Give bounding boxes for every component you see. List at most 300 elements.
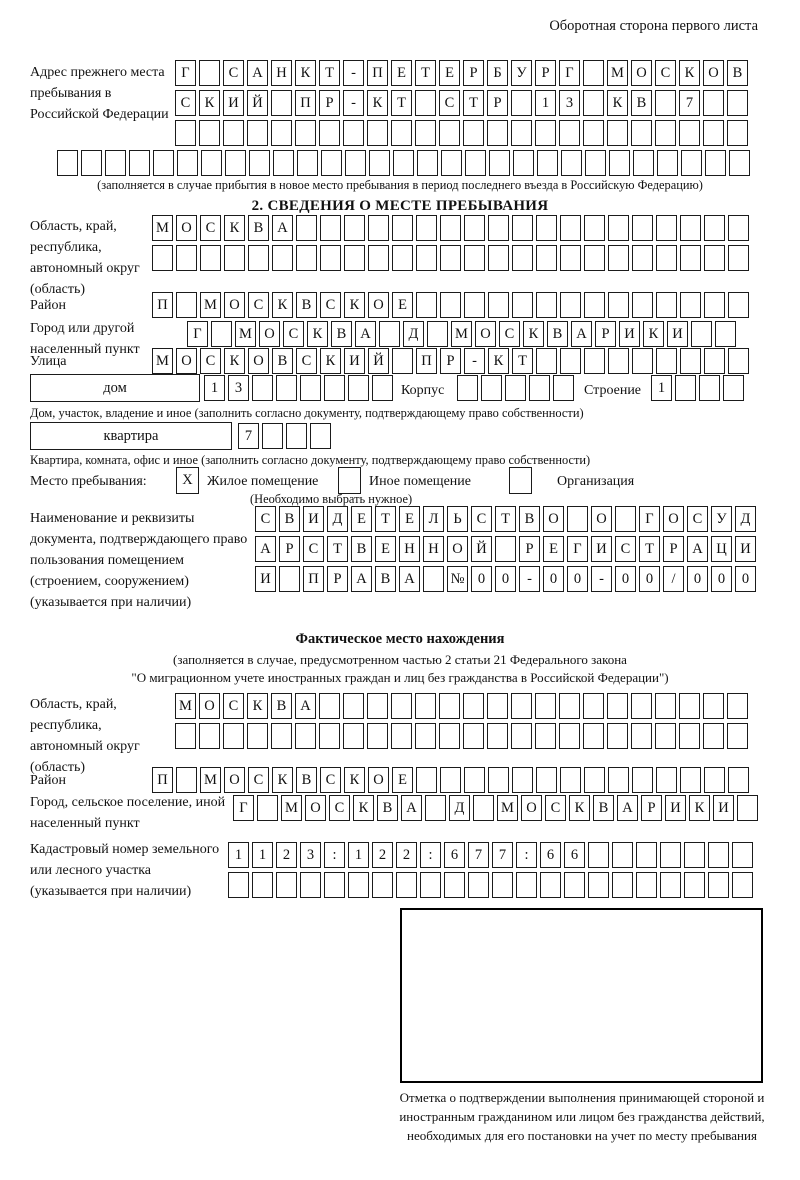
char-box[interactable] <box>632 348 653 374</box>
char-box[interactable]: В <box>331 321 352 347</box>
char-box[interactable]: О <box>368 767 389 793</box>
char-box[interactable]: 7 <box>492 842 513 868</box>
char-box[interactable]: Д <box>327 506 348 532</box>
char-box[interactable] <box>463 693 484 719</box>
char-box[interactable]: С <box>615 536 636 562</box>
char-box[interactable]: Е <box>375 536 396 562</box>
prev-address-row-4[interactable] <box>57 150 753 176</box>
char-box[interactable]: Ц <box>711 536 732 562</box>
char-box[interactable]: О <box>176 215 197 241</box>
char-box[interactable] <box>211 321 232 347</box>
char-box[interactable] <box>487 723 508 749</box>
char-box[interactable] <box>680 292 701 318</box>
char-box[interactable]: И <box>303 506 324 532</box>
street-row[interactable] <box>152 348 752 374</box>
char-box[interactable] <box>727 723 748 749</box>
char-box[interactable] <box>680 215 701 241</box>
char-box[interactable] <box>608 292 629 318</box>
char-box[interactable] <box>439 120 460 146</box>
char-box[interactable]: Р <box>641 795 662 821</box>
char-box[interactable]: Е <box>439 60 460 86</box>
char-box[interactable]: Н <box>271 60 292 86</box>
char-box[interactable] <box>679 120 700 146</box>
char-box[interactable]: К <box>247 693 268 719</box>
char-box[interactable] <box>607 723 628 749</box>
char-box[interactable]: И <box>223 90 244 116</box>
char-box[interactable] <box>372 872 393 898</box>
actual-region-row-2[interactable] <box>175 723 751 749</box>
char-box[interactable]: Т <box>463 90 484 116</box>
char-box[interactable]: Г <box>567 536 588 562</box>
char-box[interactable] <box>129 150 150 176</box>
char-box[interactable]: С <box>320 292 341 318</box>
char-box[interactable]: 7 <box>238 423 259 449</box>
char-box[interactable] <box>105 150 126 176</box>
char-box[interactable] <box>440 767 461 793</box>
char-box[interactable] <box>655 723 676 749</box>
char-box[interactable] <box>416 292 437 318</box>
char-box[interactable] <box>225 150 246 176</box>
char-box[interactable] <box>727 90 748 116</box>
char-box[interactable]: 1 <box>252 842 273 868</box>
char-box[interactable] <box>632 767 653 793</box>
char-box[interactable] <box>257 795 278 821</box>
char-box[interactable] <box>536 215 557 241</box>
char-box[interactable]: Й <box>247 90 268 116</box>
char-box[interactable] <box>607 120 628 146</box>
char-box[interactable]: А <box>687 536 708 562</box>
char-box[interactable]: 2 <box>396 842 417 868</box>
char-box[interactable] <box>560 215 581 241</box>
char-box[interactable]: Д <box>735 506 756 532</box>
actual-district-row[interactable] <box>152 767 752 793</box>
actual-city-row[interactable] <box>233 795 761 821</box>
char-box[interactable] <box>561 150 582 176</box>
char-box[interactable] <box>636 842 657 868</box>
char-box[interactable]: В <box>279 506 300 532</box>
char-box[interactable] <box>511 693 532 719</box>
char-box[interactable] <box>392 245 413 271</box>
char-box[interactable]: И <box>665 795 686 821</box>
char-box[interactable] <box>536 292 557 318</box>
char-box[interactable]: О <box>224 767 245 793</box>
char-box[interactable]: С <box>471 506 492 532</box>
char-box[interactable] <box>553 375 574 401</box>
char-box[interactable] <box>415 723 436 749</box>
char-box[interactable]: В <box>296 767 317 793</box>
char-box[interactable] <box>560 245 581 271</box>
char-box[interactable] <box>728 245 749 271</box>
char-box[interactable]: 7 <box>679 90 700 116</box>
char-box[interactable]: В <box>296 292 317 318</box>
char-box[interactable] <box>704 348 725 374</box>
char-box[interactable] <box>655 120 676 146</box>
char-box[interactable] <box>511 120 532 146</box>
char-box[interactable]: М <box>607 60 628 86</box>
char-box[interactable]: 7 <box>468 842 489 868</box>
char-box[interactable]: В <box>593 795 614 821</box>
char-box[interactable] <box>660 842 681 868</box>
char-box[interactable] <box>228 872 249 898</box>
char-box[interactable]: П <box>295 90 316 116</box>
char-box[interactable] <box>488 245 509 271</box>
char-box[interactable]: 0 <box>495 566 516 592</box>
house-number-row[interactable] <box>204 375 396 401</box>
char-box[interactable] <box>224 245 245 271</box>
char-box[interactable]: М <box>497 795 518 821</box>
char-box[interactable]: 0 <box>471 566 492 592</box>
char-box[interactable]: А <box>255 536 276 562</box>
char-box[interactable] <box>199 60 220 86</box>
char-box[interactable]: Р <box>487 90 508 116</box>
char-box[interactable]: А <box>617 795 638 821</box>
char-box[interactable] <box>583 90 604 116</box>
char-box[interactable] <box>464 292 485 318</box>
char-box[interactable] <box>655 693 676 719</box>
char-box[interactable]: К <box>689 795 710 821</box>
char-box[interactable] <box>176 292 197 318</box>
stroenie-row[interactable] <box>651 375 747 401</box>
char-box[interactable]: К <box>272 767 293 793</box>
char-box[interactable]: / <box>663 566 684 592</box>
char-box[interactable] <box>704 292 725 318</box>
apartment-type-box[interactable]: квартира <box>30 422 232 450</box>
char-box[interactable] <box>607 693 628 719</box>
char-box[interactable]: С <box>283 321 304 347</box>
char-box[interactable] <box>585 150 606 176</box>
char-box[interactable] <box>391 723 412 749</box>
char-box[interactable] <box>465 150 486 176</box>
char-box[interactable]: С <box>255 506 276 532</box>
char-box[interactable]: О <box>224 292 245 318</box>
char-box[interactable]: М <box>200 292 221 318</box>
char-box[interactable] <box>560 767 581 793</box>
char-box[interactable] <box>279 566 300 592</box>
char-box[interactable] <box>708 842 729 868</box>
char-box[interactable] <box>512 245 533 271</box>
char-box[interactable] <box>324 872 345 898</box>
char-box[interactable]: Р <box>440 348 461 374</box>
char-box[interactable]: Е <box>399 506 420 532</box>
char-box[interactable]: - <box>464 348 485 374</box>
char-box[interactable] <box>368 215 389 241</box>
char-box[interactable] <box>632 245 653 271</box>
char-box[interactable] <box>295 723 316 749</box>
char-box[interactable] <box>416 245 437 271</box>
char-box[interactable] <box>152 245 173 271</box>
char-box[interactable]: М <box>281 795 302 821</box>
char-box[interactable]: Р <box>595 321 616 347</box>
char-box[interactable]: М <box>152 348 173 374</box>
char-box[interactable] <box>612 872 633 898</box>
char-box[interactable] <box>728 215 749 241</box>
char-box[interactable]: О <box>248 348 269 374</box>
char-box[interactable] <box>481 375 502 401</box>
char-box[interactable] <box>513 150 534 176</box>
char-box[interactable] <box>343 120 364 146</box>
char-box[interactable]: А <box>351 566 372 592</box>
char-box[interactable] <box>511 90 532 116</box>
char-box[interactable] <box>175 723 196 749</box>
char-box[interactable]: С <box>248 292 269 318</box>
char-box[interactable] <box>705 150 726 176</box>
char-box[interactable] <box>708 872 729 898</box>
checkbox-residential[interactable]: X <box>176 467 199 494</box>
char-box[interactable]: С <box>329 795 350 821</box>
char-box[interactable] <box>295 120 316 146</box>
char-box[interactable] <box>559 120 580 146</box>
char-box[interactable] <box>656 245 677 271</box>
char-box[interactable] <box>271 90 292 116</box>
char-box[interactable] <box>715 321 736 347</box>
char-box[interactable]: М <box>152 215 173 241</box>
char-box[interactable] <box>415 693 436 719</box>
char-box[interactable] <box>223 120 244 146</box>
char-box[interactable]: 0 <box>711 566 732 592</box>
char-box[interactable] <box>463 120 484 146</box>
char-box[interactable] <box>704 215 725 241</box>
char-box[interactable]: С <box>545 795 566 821</box>
char-box[interactable] <box>583 60 604 86</box>
char-box[interactable]: Л <box>423 506 444 532</box>
actual-region-row-1[interactable] <box>175 693 751 719</box>
char-box[interactable]: Г <box>559 60 580 86</box>
char-box[interactable] <box>273 150 294 176</box>
char-box[interactable]: И <box>735 536 756 562</box>
char-box[interactable] <box>681 150 702 176</box>
char-box[interactable] <box>512 767 533 793</box>
char-box[interactable]: Е <box>543 536 564 562</box>
char-box[interactable]: К <box>224 215 245 241</box>
char-box[interactable] <box>248 245 269 271</box>
char-box[interactable]: Р <box>327 566 348 592</box>
char-box[interactable]: Г <box>175 60 196 86</box>
char-box[interactable] <box>583 120 604 146</box>
char-box[interactable] <box>252 375 273 401</box>
char-box[interactable]: 6 <box>444 842 465 868</box>
char-box[interactable] <box>512 292 533 318</box>
char-box[interactable] <box>415 90 436 116</box>
char-box[interactable]: А <box>399 566 420 592</box>
char-box[interactable]: О <box>368 292 389 318</box>
char-box[interactable]: О <box>543 506 564 532</box>
char-box[interactable] <box>560 348 581 374</box>
char-box[interactable] <box>348 375 369 401</box>
char-box[interactable] <box>560 292 581 318</box>
char-box[interactable] <box>319 723 340 749</box>
char-box[interactable] <box>393 150 414 176</box>
char-box[interactable]: Е <box>391 60 412 86</box>
char-box[interactable] <box>464 215 485 241</box>
char-box[interactable] <box>512 215 533 241</box>
char-box[interactable] <box>727 120 748 146</box>
document-row-2[interactable] <box>255 536 759 562</box>
char-box[interactable] <box>488 292 509 318</box>
char-box[interactable]: С <box>200 215 221 241</box>
char-box[interactable]: Г <box>233 795 254 821</box>
char-box[interactable]: 3 <box>559 90 580 116</box>
char-box[interactable]: : <box>324 842 345 868</box>
korpus-row[interactable] <box>457 375 577 401</box>
char-box[interactable]: О <box>521 795 542 821</box>
char-box[interactable]: С <box>499 321 520 347</box>
char-box[interactable] <box>631 120 652 146</box>
char-box[interactable]: С <box>296 348 317 374</box>
char-box[interactable]: Й <box>471 536 492 562</box>
char-box[interactable]: 0 <box>735 566 756 592</box>
char-box[interactable] <box>177 150 198 176</box>
char-box[interactable]: К <box>295 60 316 86</box>
char-box[interactable]: К <box>344 767 365 793</box>
char-box[interactable] <box>457 375 478 401</box>
char-box[interactable] <box>300 872 321 898</box>
char-box[interactable] <box>691 321 712 347</box>
char-box[interactable]: И <box>255 566 276 592</box>
char-box[interactable] <box>511 723 532 749</box>
char-box[interactable] <box>344 215 365 241</box>
char-box[interactable] <box>324 375 345 401</box>
char-box[interactable]: 6 <box>564 842 585 868</box>
char-box[interactable]: 0 <box>543 566 564 592</box>
char-box[interactable] <box>588 872 609 898</box>
char-box[interactable] <box>495 536 516 562</box>
cadastre-row-2[interactable] <box>228 872 756 898</box>
char-box[interactable] <box>608 245 629 271</box>
char-box[interactable]: Б <box>487 60 508 86</box>
char-box[interactable]: О <box>199 693 220 719</box>
char-box[interactable]: И <box>591 536 612 562</box>
char-box[interactable] <box>252 872 273 898</box>
char-box[interactable]: Г <box>639 506 660 532</box>
char-box[interactable]: - <box>343 90 364 116</box>
char-box[interactable]: К <box>488 348 509 374</box>
char-box[interactable] <box>440 215 461 241</box>
char-box[interactable] <box>583 723 604 749</box>
char-box[interactable]: О <box>305 795 326 821</box>
char-box[interactable]: П <box>416 348 437 374</box>
char-box[interactable] <box>559 693 580 719</box>
char-box[interactable]: Т <box>512 348 533 374</box>
char-box[interactable] <box>535 723 556 749</box>
char-box[interactable] <box>680 348 701 374</box>
char-box[interactable] <box>153 150 174 176</box>
char-box[interactable] <box>608 348 629 374</box>
char-box[interactable]: И <box>713 795 734 821</box>
checkbox-organization[interactable] <box>509 467 532 494</box>
char-box[interactable]: В <box>377 795 398 821</box>
char-box[interactable] <box>703 693 724 719</box>
char-box[interactable]: И <box>344 348 365 374</box>
char-box[interactable] <box>535 693 556 719</box>
char-box[interactable] <box>608 767 629 793</box>
char-box[interactable]: Р <box>463 60 484 86</box>
char-box[interactable] <box>367 723 388 749</box>
char-box[interactable]: К <box>353 795 374 821</box>
char-box[interactable] <box>464 245 485 271</box>
char-box[interactable] <box>247 120 268 146</box>
char-box[interactable] <box>703 90 724 116</box>
apartment-number-row[interactable] <box>238 423 334 449</box>
char-box[interactable] <box>632 215 653 241</box>
char-box[interactable]: И <box>667 321 688 347</box>
char-box[interactable]: Т <box>327 536 348 562</box>
char-box[interactable]: В <box>547 321 568 347</box>
char-box[interactable]: С <box>200 348 221 374</box>
char-box[interactable]: Р <box>519 536 540 562</box>
char-box[interactable]: К <box>569 795 590 821</box>
char-box[interactable] <box>464 767 485 793</box>
char-box[interactable] <box>679 723 700 749</box>
char-box[interactable] <box>319 693 340 719</box>
char-box[interactable] <box>656 215 677 241</box>
char-box[interactable] <box>684 872 705 898</box>
char-box[interactable]: Т <box>391 90 412 116</box>
char-box[interactable] <box>559 723 580 749</box>
char-box[interactable] <box>81 150 102 176</box>
char-box[interactable] <box>200 245 221 271</box>
char-box[interactable] <box>372 375 393 401</box>
char-box[interactable] <box>343 723 364 749</box>
char-box[interactable]: С <box>320 767 341 793</box>
char-box[interactable] <box>584 348 605 374</box>
char-box[interactable] <box>247 723 268 749</box>
char-box[interactable]: К <box>272 292 293 318</box>
char-box[interactable] <box>540 872 561 898</box>
char-box[interactable]: Р <box>663 536 684 562</box>
char-box[interactable] <box>297 150 318 176</box>
char-box[interactable]: 1 <box>348 842 369 868</box>
char-box[interactable] <box>564 872 585 898</box>
char-box[interactable] <box>684 842 705 868</box>
char-box[interactable]: У <box>711 506 732 532</box>
prev-address-row-2[interactable] <box>175 90 751 116</box>
char-box[interactable] <box>656 292 677 318</box>
char-box[interactable] <box>529 375 550 401</box>
char-box[interactable] <box>537 150 558 176</box>
char-box[interactable]: : <box>420 842 441 868</box>
prev-address-row-3[interactable] <box>175 120 751 146</box>
char-box[interactable] <box>310 423 331 449</box>
char-box[interactable] <box>223 723 244 749</box>
char-box[interactable]: К <box>307 321 328 347</box>
char-box[interactable] <box>368 245 389 271</box>
char-box[interactable] <box>584 215 605 241</box>
char-box[interactable]: А <box>401 795 422 821</box>
char-box[interactable] <box>392 215 413 241</box>
char-box[interactable] <box>57 150 78 176</box>
char-box[interactable]: П <box>367 60 388 86</box>
char-box[interactable]: С <box>175 90 196 116</box>
char-box[interactable] <box>633 150 654 176</box>
char-box[interactable]: М <box>175 693 196 719</box>
char-box[interactable]: С <box>223 693 244 719</box>
char-box[interactable]: 3 <box>228 375 249 401</box>
char-box[interactable]: Е <box>351 506 372 532</box>
char-box[interactable] <box>660 872 681 898</box>
char-box[interactable] <box>704 767 725 793</box>
char-box[interactable] <box>657 150 678 176</box>
char-box[interactable] <box>488 767 509 793</box>
char-box[interactable] <box>584 767 605 793</box>
char-box[interactable]: 6 <box>540 842 561 868</box>
char-box[interactable]: О <box>631 60 652 86</box>
char-box[interactable]: К <box>344 292 365 318</box>
district-row[interactable] <box>152 292 752 318</box>
char-box[interactable]: 2 <box>276 842 297 868</box>
char-box[interactable]: Т <box>319 60 340 86</box>
char-box[interactable] <box>727 693 748 719</box>
char-box[interactable]: К <box>643 321 664 347</box>
